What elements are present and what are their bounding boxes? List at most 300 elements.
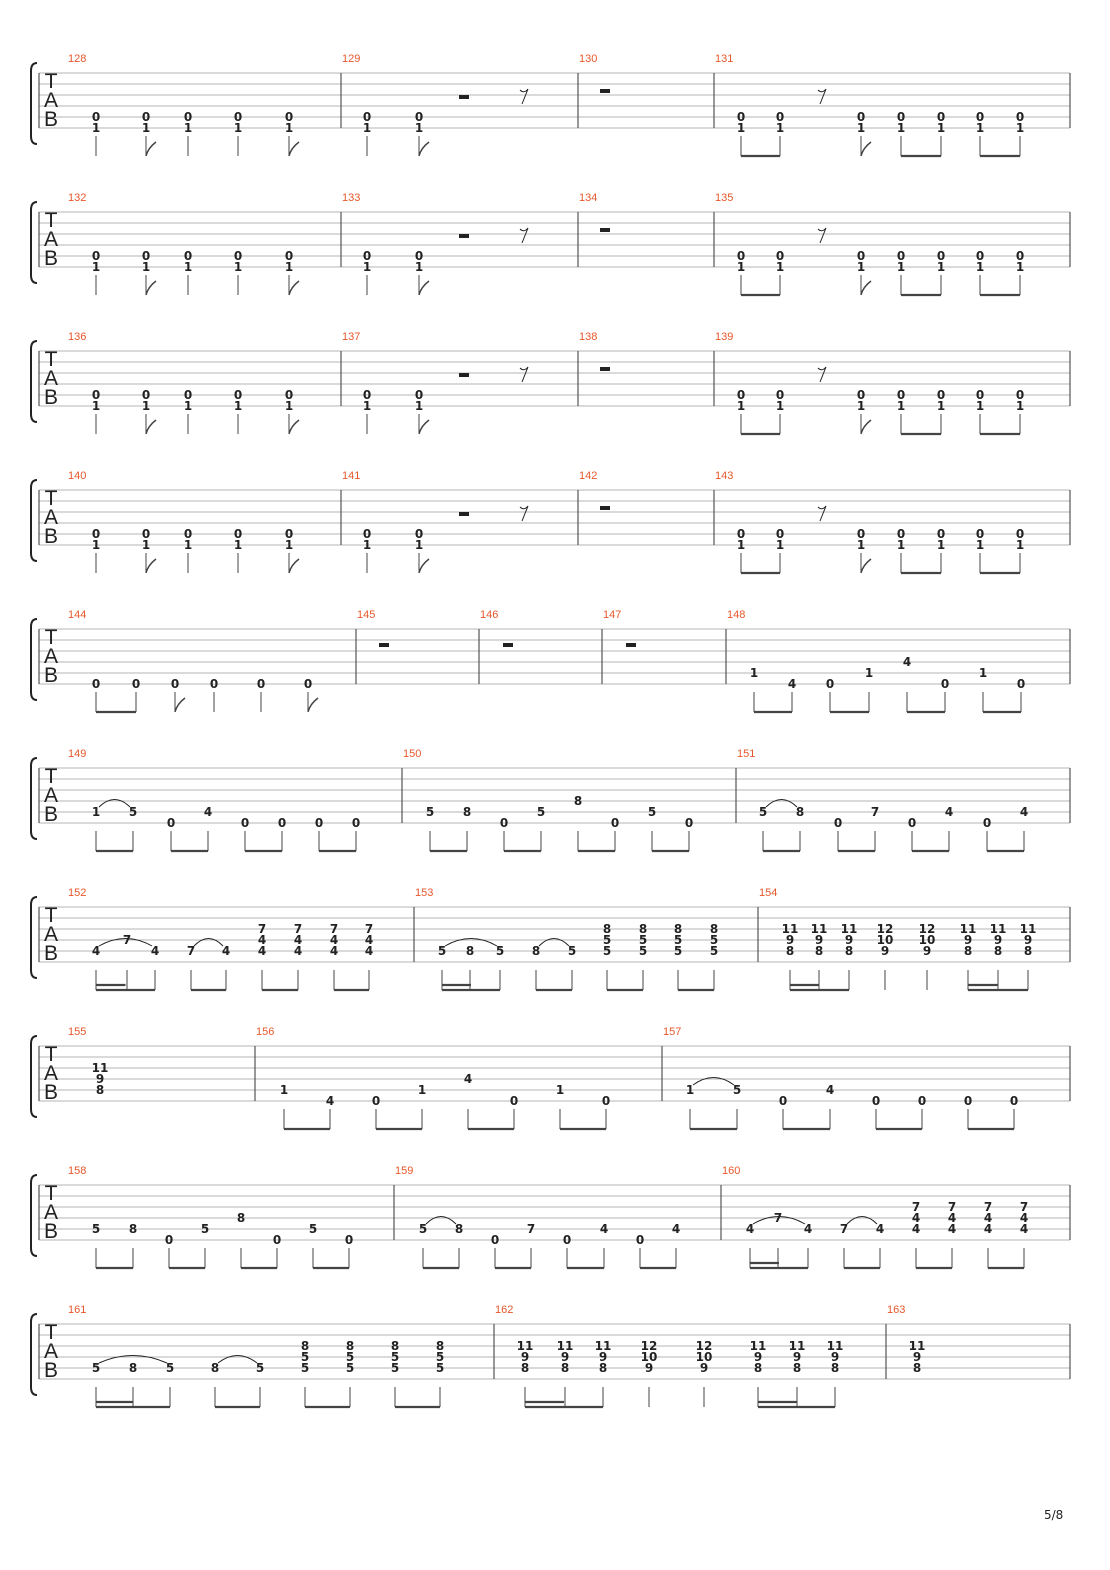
fret-number: 1 — [736, 121, 746, 135]
measure-number: 150 — [403, 748, 422, 760]
tab-clef-letter: T — [44, 1043, 58, 1066]
fret-number: 8 — [814, 944, 824, 958]
measure-number: 141 — [342, 470, 361, 482]
fret-number: 0 — [907, 816, 917, 830]
fret-number: 8 — [753, 1361, 763, 1375]
fret-number: 0 — [141, 249, 151, 263]
fret-number: 11 — [989, 922, 1007, 936]
measure-number: 136 — [68, 331, 87, 343]
fret-number: 7 — [1019, 1200, 1029, 1214]
fret-number: 1 — [91, 121, 101, 135]
fret-number: 4 — [911, 1211, 921, 1225]
fret-number: 9 — [963, 933, 973, 947]
fret-number: 5 — [91, 1222, 101, 1236]
fret-number: 0 — [775, 527, 785, 541]
measure-number: 135 — [715, 192, 734, 204]
fret-number: 1 — [141, 121, 151, 135]
fret-number: 0 — [351, 816, 361, 830]
fret-number: 1 — [362, 121, 372, 135]
fret-number: 11 — [1019, 922, 1037, 936]
fret-number: 4 — [221, 944, 231, 958]
fret-number: 5 — [673, 933, 683, 947]
whole-rest — [600, 506, 610, 510]
fret-number: 5 — [536, 805, 546, 819]
fret-number: 9 — [1023, 933, 1033, 947]
fret-number: 1 — [183, 399, 193, 413]
measure-number: 143 — [715, 470, 734, 482]
fret-number: 1 — [279, 1083, 289, 1097]
fret-number: 4 — [803, 1222, 813, 1236]
fret-number: 0 — [303, 677, 313, 691]
fret-number: 8 — [300, 1339, 310, 1353]
fret-number: 0 — [164, 1233, 174, 1247]
fret-number: 9 — [520, 1350, 530, 1364]
fret-number: 1 — [141, 538, 151, 552]
fret-number: 11 — [826, 1339, 844, 1353]
fret-number: 0 — [825, 677, 835, 691]
fret-number: 10 — [695, 1350, 713, 1364]
fret-number: 8 — [573, 794, 583, 808]
fret-number: 0 — [936, 110, 946, 124]
fret-number: 4 — [875, 1222, 885, 1236]
fret-number: 12 — [876, 922, 894, 936]
fret-number: 8 — [673, 922, 683, 936]
fret-number: 1 — [896, 538, 906, 552]
fret-number: 11 — [781, 922, 799, 936]
fret-number: 0 — [233, 388, 243, 402]
fret-number: 5 — [647, 805, 657, 819]
fret-number: 7 — [839, 1222, 849, 1236]
measure-number: 146 — [480, 609, 499, 621]
half-rest — [459, 373, 469, 377]
fret-number: 8 — [912, 1361, 922, 1375]
measure-number: 128 — [68, 53, 87, 65]
fret-number: 4 — [293, 933, 303, 947]
fret-number: 0 — [91, 527, 101, 541]
fret-number: 0 — [414, 527, 424, 541]
fret-number: 8 — [390, 1339, 400, 1353]
measure-number: 138 — [579, 331, 598, 343]
fret-number: 0 — [362, 110, 372, 124]
fret-number: 1 — [284, 399, 294, 413]
fret-number: 4 — [983, 1211, 993, 1225]
fret-number: 9 — [912, 1350, 922, 1364]
fret-number: 10 — [918, 933, 936, 947]
fret-number: 0 — [91, 677, 101, 691]
fret-number: 1 — [775, 121, 785, 135]
fret-number: 1 — [1015, 260, 1025, 274]
fret-number: 5 — [758, 805, 768, 819]
fret-number: 8 — [128, 1222, 138, 1236]
note-flag — [289, 281, 299, 295]
fret-number: 1 — [233, 121, 243, 135]
fret-number: 1 — [1015, 121, 1025, 135]
fret-number: 1 — [749, 666, 759, 680]
fret-number: 1 — [284, 538, 294, 552]
fret-number: 0 — [499, 816, 509, 830]
fret-number: 8 — [520, 1361, 530, 1375]
fret-number: 0 — [736, 388, 746, 402]
fret-number: 1 — [896, 121, 906, 135]
tab-clef-letter: A — [43, 506, 59, 529]
fret-number: 4 — [364, 944, 374, 958]
fret-number: 8 — [435, 1339, 445, 1353]
fret-number: 0 — [183, 110, 193, 124]
fret-number: 7 — [526, 1222, 536, 1236]
fret-number: 5 — [390, 1361, 400, 1375]
fret-number: 1 — [233, 399, 243, 413]
fret-number: 0 — [917, 1094, 927, 1108]
note-flag — [861, 420, 871, 434]
fret-number: 0 — [344, 1233, 354, 1247]
fret-number: 5 — [425, 805, 435, 819]
measure-number: 134 — [579, 192, 598, 204]
fret-number: 9 — [699, 1361, 709, 1375]
fret-number: 1 — [91, 399, 101, 413]
whole-rest — [503, 643, 513, 647]
note-flag — [861, 281, 871, 295]
fret-number: 1 — [284, 260, 294, 274]
fret-number: 5 — [435, 1350, 445, 1364]
fret-number: 1 — [141, 260, 151, 274]
measure-number: 152 — [68, 887, 87, 899]
measure-number: 159 — [395, 1165, 414, 1177]
fret-number: 0 — [684, 816, 694, 830]
fret-number: 5 — [638, 944, 648, 958]
fret-number: 4 — [745, 1222, 755, 1236]
fret-number: 0 — [775, 388, 785, 402]
tab-clef-letter: B — [43, 247, 59, 270]
fret-number: 9 — [792, 1350, 802, 1364]
fret-number: 0 — [975, 110, 985, 124]
fret-number: 5 — [200, 1222, 210, 1236]
fret-number: 0 — [284, 527, 294, 541]
tab-clef-letter: A — [43, 1201, 59, 1224]
fret-number: 4 — [293, 944, 303, 958]
tab-clef-letter: T — [44, 487, 58, 510]
fret-number: 11 — [810, 922, 828, 936]
measure-number: 129 — [342, 53, 361, 65]
fret-number: 0 — [183, 249, 193, 263]
fret-number: 1 — [856, 260, 866, 274]
whole-rest — [600, 367, 610, 371]
fret-number: 4 — [825, 1083, 835, 1097]
whole-rest — [379, 643, 389, 647]
note-flag — [146, 420, 156, 434]
note-flag — [289, 142, 299, 156]
fret-number: 1 — [1015, 399, 1025, 413]
fret-number: 8 — [598, 1361, 608, 1375]
tab-system — [31, 331, 1070, 434]
fret-number: 5 — [165, 1361, 175, 1375]
fret-number: 0 — [362, 249, 372, 263]
fret-number: 0 — [940, 677, 950, 691]
fret-number: 9 — [993, 933, 1003, 947]
tab-clef-letter: B — [43, 1359, 59, 1382]
fret-number: 8 — [454, 1222, 464, 1236]
note-flag — [861, 559, 871, 573]
fret-number: 5 — [602, 933, 612, 947]
fret-number: 7 — [364, 922, 374, 936]
fret-number: 0 — [871, 1094, 881, 1108]
tab-clef-letter: B — [43, 386, 59, 409]
fret-number: 5 — [638, 933, 648, 947]
fret-number: 7 — [870, 805, 880, 819]
fret-number: 0 — [414, 388, 424, 402]
fret-number: 8 — [844, 944, 854, 958]
fret-number: 12 — [695, 1339, 713, 1353]
fret-number: 11 — [556, 1339, 574, 1353]
fret-number: 10 — [876, 933, 894, 947]
tab-clef-letter: B — [43, 1220, 59, 1243]
fret-number: 8 — [638, 922, 648, 936]
fret-number: 0 — [975, 388, 985, 402]
fret-number: 9 — [644, 1361, 654, 1375]
measure-number: 160 — [722, 1165, 741, 1177]
fret-number: 0 — [975, 527, 985, 541]
fret-number: 4 — [983, 1222, 993, 1236]
fret-number: 0 — [1016, 677, 1026, 691]
whole-rest — [600, 89, 610, 93]
fret-number: 1 — [775, 260, 785, 274]
fret-number: 0 — [736, 249, 746, 263]
measure-number: 155 — [68, 1026, 87, 1038]
system-brace — [31, 1175, 37, 1256]
fret-number: 1 — [414, 260, 424, 274]
fret-number: 0 — [896, 110, 906, 124]
fret-number: 0 — [256, 677, 266, 691]
fret-number: 4 — [902, 655, 912, 669]
measure-number: 130 — [579, 53, 598, 65]
measure-number: 133 — [342, 192, 361, 204]
fret-number: 8 — [709, 922, 719, 936]
fret-number: 9 — [814, 933, 824, 947]
measure-number: 161 — [68, 1304, 87, 1316]
fret-number: 5 — [255, 1361, 265, 1375]
fret-number: 12 — [918, 922, 936, 936]
note-flag — [175, 698, 185, 712]
fret-number: 0 — [736, 527, 746, 541]
fret-number: 0 — [414, 249, 424, 263]
fret-number: 8 — [531, 944, 541, 958]
system-brace — [31, 202, 37, 283]
fret-number: 1 — [233, 260, 243, 274]
page-number: 5/8 — [1044, 1508, 1064, 1522]
fret-number: 4 — [463, 1072, 473, 1086]
eighth-rest — [818, 89, 826, 104]
note-flag — [419, 420, 429, 434]
tab-clef-letter: T — [44, 1321, 58, 1344]
fret-number: 9 — [880, 944, 890, 958]
fret-number: 1 — [736, 538, 746, 552]
tab-clef-letter: T — [44, 348, 58, 371]
fret-number: 5 — [390, 1350, 400, 1364]
fret-number: 0 — [775, 249, 785, 263]
fret-number: 0 — [91, 110, 101, 124]
tab-clef-letter: T — [44, 1182, 58, 1205]
fret-number: 0 — [170, 677, 180, 691]
fret-number: 1 — [896, 399, 906, 413]
fret-number: 1 — [362, 399, 372, 413]
measure-number: 162 — [495, 1304, 514, 1316]
measure-number: 154 — [759, 887, 778, 899]
tab-clef-letter: T — [44, 626, 58, 649]
fret-number: 8 — [128, 1361, 138, 1375]
fret-number: 1 — [555, 1083, 565, 1097]
eighth-rest — [818, 228, 826, 243]
measure-number: 144 — [68, 609, 87, 621]
fret-number: 0 — [240, 816, 250, 830]
fret-number: 10 — [640, 1350, 658, 1364]
tab-system — [31, 609, 1070, 712]
fret-number: 5 — [345, 1361, 355, 1375]
system-brace — [31, 619, 37, 700]
fret-number: 1 — [864, 666, 874, 680]
fret-number: 5 — [495, 944, 505, 958]
tab-clef-letter: A — [43, 367, 59, 390]
tab-system — [31, 53, 1070, 156]
fret-number: 0 — [833, 816, 843, 830]
fret-number: 4 — [325, 1094, 335, 1108]
fret-number: 1 — [856, 121, 866, 135]
system-brace — [31, 897, 37, 978]
tab-clef-letter: A — [43, 1340, 59, 1363]
fret-number: 11 — [840, 922, 858, 936]
fret-number: 11 — [788, 1339, 806, 1353]
fret-number: 0 — [272, 1233, 282, 1247]
measure-number: 156 — [256, 1026, 275, 1038]
fret-number: 7 — [911, 1200, 921, 1214]
fret-number: 0 — [91, 388, 101, 402]
half-rest — [459, 234, 469, 238]
note-flag — [289, 420, 299, 434]
measure-number: 158 — [68, 1165, 87, 1177]
fret-number: 0 — [141, 527, 151, 541]
fret-number: 5 — [91, 1361, 101, 1375]
fret-number: 0 — [284, 388, 294, 402]
note-flag — [146, 559, 156, 573]
fret-number: 0 — [1015, 388, 1025, 402]
fret-number: 0 — [277, 816, 287, 830]
fret-number: 1 — [775, 538, 785, 552]
fret-number: 9 — [95, 1072, 105, 1086]
tab-system — [31, 887, 1070, 990]
tab-clef-letter: A — [43, 923, 59, 946]
tab-clef-letter: A — [43, 784, 59, 807]
fret-number: 8 — [993, 944, 1003, 958]
whole-rest — [626, 643, 636, 647]
fret-number: 1 — [362, 538, 372, 552]
fret-number: 0 — [1015, 249, 1025, 263]
fret-number: 0 — [371, 1094, 381, 1108]
fret-number: 0 — [635, 1233, 645, 1247]
fret-number: 0 — [1015, 110, 1025, 124]
tab-clef-letter: A — [43, 228, 59, 251]
fret-number: 1 — [91, 538, 101, 552]
tab-clef-letter: B — [43, 664, 59, 687]
fret-number: 0 — [1015, 527, 1025, 541]
fret-number: 0 — [856, 110, 866, 124]
fret-number: 1 — [414, 399, 424, 413]
fret-number: 0 — [233, 110, 243, 124]
fret-number: 0 — [896, 388, 906, 402]
note-flag — [146, 142, 156, 156]
fret-number: 5 — [567, 944, 577, 958]
fret-number: 8 — [462, 805, 472, 819]
measure-number: 151 — [737, 748, 756, 760]
fret-number: 4 — [257, 944, 267, 958]
note-flag — [419, 559, 429, 573]
tab-system — [31, 1026, 1070, 1129]
measure-number: 153 — [415, 887, 434, 899]
fret-number: 0 — [896, 249, 906, 263]
tab-clef-letter: A — [43, 89, 59, 112]
fret-number: 4 — [599, 1222, 609, 1236]
fret-number: 4 — [203, 805, 213, 819]
note-flag — [419, 281, 429, 295]
fret-number: 7 — [186, 944, 196, 958]
tab-clef-letter: T — [44, 70, 58, 93]
fret-number: 0 — [362, 527, 372, 541]
fret-number: 11 — [594, 1339, 612, 1353]
fret-number: 5 — [732, 1083, 742, 1097]
fret-number: 5 — [300, 1350, 310, 1364]
fret-number: 0 — [778, 1094, 788, 1108]
measure-number: 157 — [663, 1026, 682, 1038]
fret-number: 1 — [936, 399, 946, 413]
fret-number: 11 — [91, 1061, 109, 1075]
fret-number: 0 — [601, 1094, 611, 1108]
fret-number: 0 — [509, 1094, 519, 1108]
fret-number: 0 — [856, 527, 866, 541]
fret-number: 1 — [183, 121, 193, 135]
note-flag — [861, 142, 871, 156]
note-flag — [289, 559, 299, 573]
fret-number: 0 — [936, 527, 946, 541]
fret-number: 0 — [982, 816, 992, 830]
fret-number: 4 — [947, 1211, 957, 1225]
fret-number: 4 — [787, 677, 797, 691]
fret-number: 0 — [183, 388, 193, 402]
fret-number: 1 — [1015, 538, 1025, 552]
measure-number: 147 — [603, 609, 622, 621]
fret-number: 7 — [122, 933, 132, 947]
fret-number: 11 — [908, 1339, 926, 1353]
fret-number: 7 — [947, 1200, 957, 1214]
tab-system — [31, 470, 1070, 573]
eighth-rest — [520, 89, 528, 104]
fret-number: 8 — [236, 1211, 246, 1225]
fret-number: 11 — [516, 1339, 534, 1353]
eighth-rest — [520, 367, 528, 382]
fret-number: 9 — [922, 944, 932, 958]
fret-number: 1 — [685, 1083, 695, 1097]
fret-number: 1 — [414, 121, 424, 135]
fret-number: 5 — [308, 1222, 318, 1236]
fret-number: 1 — [975, 121, 985, 135]
fret-number: 4 — [671, 1222, 681, 1236]
fret-number: 4 — [1019, 1211, 1029, 1225]
fret-number: 0 — [562, 1233, 572, 1247]
fret-number: 0 — [141, 110, 151, 124]
fret-number: 8 — [795, 805, 805, 819]
tab-clef-letter: B — [43, 942, 59, 965]
fret-number: 8 — [95, 1083, 105, 1097]
fret-number: 7 — [983, 1200, 993, 1214]
tab-system — [31, 192, 1070, 295]
fret-number: 4 — [329, 944, 339, 958]
fret-number: 1 — [362, 260, 372, 274]
